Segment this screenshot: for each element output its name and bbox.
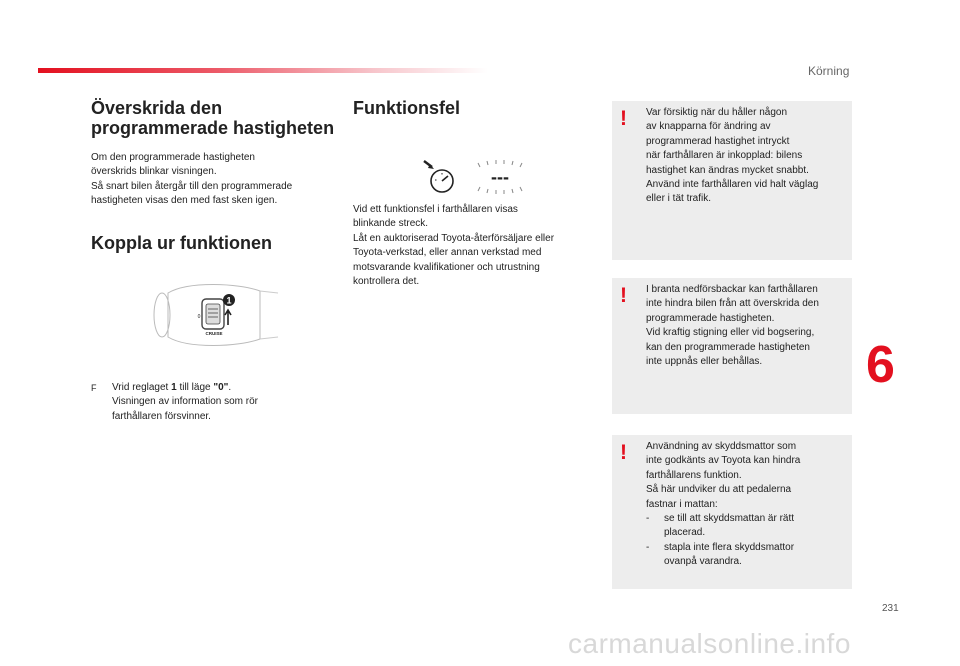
text-line: Vid kraftig stigning eller vid bogsering,	[646, 327, 815, 339]
header-accent-bar	[38, 68, 488, 73]
step-bold-value: "0"	[213, 382, 229, 393]
title-line: Överskrida den	[91, 98, 223, 118]
warning-icon: !	[620, 441, 627, 464]
text-line: Använd inte farthållaren vid halt väglag	[646, 179, 819, 191]
stalk-position-label: 0	[197, 314, 201, 320]
list-item	[646, 541, 846, 570]
text-line: I branta nedförsbackar kan farthållaren	[646, 284, 818, 295]
warning-text	[646, 440, 846, 570]
warning-box-floor-mats	[612, 435, 852, 589]
exceed-paragraph	[91, 151, 341, 209]
text-line: ovanpå varandra.	[664, 556, 742, 568]
step-bold-number: 1	[171, 382, 177, 393]
text-line: eller i tät trafik.	[646, 193, 712, 205]
text-line: stapla inte flera skyddsmattor	[664, 541, 795, 553]
text-line: hastigheten visas den med fast sken igen.	[91, 195, 278, 207]
text-line: blinkande streck.	[353, 218, 429, 230]
page-number: 231	[882, 603, 899, 614]
floor-mat-list	[646, 512, 846, 570]
section-title-exceed	[91, 98, 351, 138]
fault-display-icons	[420, 155, 528, 195]
text-line: Så här undviker du att pedalerna	[646, 484, 792, 496]
warning-box-speed-buttons	[612, 101, 852, 260]
warning-icon: !	[620, 284, 627, 307]
text-line: Visningen av information som rör	[112, 396, 258, 408]
warning-text	[646, 283, 846, 369]
section-title-fault: Funktionsfel	[353, 98, 460, 118]
text-line: programmerade hastigheten.	[646, 312, 775, 324]
text-line: programmerad hastighet intryckt	[646, 135, 790, 147]
text-line: inte uppnås eller behållas.	[646, 356, 763, 368]
step-marker: F	[91, 383, 97, 393]
watermark: carmanualsonline.info	[568, 628, 851, 659]
chapter-label: Körning	[808, 64, 850, 78]
text-line: kontrollera det.	[353, 276, 420, 288]
text-line: farthållarens funktion.	[646, 469, 742, 481]
fault-paragraph	[353, 203, 593, 289]
text-line: överskrids blinkar visningen.	[91, 166, 217, 178]
step-text-part: .	[228, 382, 232, 393]
text-line: farthållaren försvinner.	[112, 410, 211, 422]
text-line: Om den programmerade hastigheten	[91, 152, 255, 163]
text-line: inte hindra bilen från att överskrida den	[646, 298, 819, 310]
text-line: motsvarande kvalifikationer och utrustning	[353, 261, 540, 273]
text-line: placerad.	[664, 527, 706, 539]
text-line: se till att skyddsmattan är rätt	[664, 513, 795, 525]
speedometer-icon	[424, 161, 453, 192]
step-text-part: till läge	[176, 382, 214, 393]
text-line: av knapparna för ändring av	[646, 121, 771, 133]
text-line: Vid ett funktionsfel i farthållaren visas	[353, 204, 518, 215]
text-line: inte godkänts av Toyota kan hindra	[646, 455, 801, 467]
stalk-cruise-label: CRUISE	[205, 331, 223, 336]
text-line: när farthållaren är inkopplad: bilens	[646, 150, 803, 162]
title-line: programmerade hastigheten	[91, 118, 335, 138]
text-line: hastighet kan ändras mycket snabbt.	[646, 164, 809, 176]
step-text-part: Vrid reglaget	[112, 382, 172, 393]
step-text	[112, 381, 321, 424]
text-line: Toyota-verkstad, eller annan verkstad med	[353, 247, 542, 259]
section-title-disable: Koppla ur funktionen	[91, 233, 272, 253]
stalk-badge: 1	[226, 295, 232, 306]
text-line: Var försiktig när du håller någon	[646, 107, 788, 118]
blinking-dashes-icon	[478, 160, 522, 194]
text-line: Låt en auktoriserad Toyota-återförsäljare eller	[353, 232, 555, 244]
blinking-dashes-text: ---	[491, 167, 509, 187]
warning-icon: !	[620, 107, 627, 130]
list-item	[646, 512, 846, 541]
text-line: Användning av skyddsmattor som	[646, 441, 797, 452]
cruise-control-stalk-icon	[148, 279, 280, 351]
chapter-number: 6	[866, 336, 895, 394]
text-line: kan den programmerade hastigheten	[646, 341, 810, 353]
warning-box-downhill	[612, 278, 852, 414]
text-line: fastnar i mattan:	[646, 498, 718, 510]
text-line: Så snart bilen återgår till den programmerade	[91, 180, 293, 192]
warning-text	[646, 106, 846, 207]
disable-step	[91, 381, 321, 424]
